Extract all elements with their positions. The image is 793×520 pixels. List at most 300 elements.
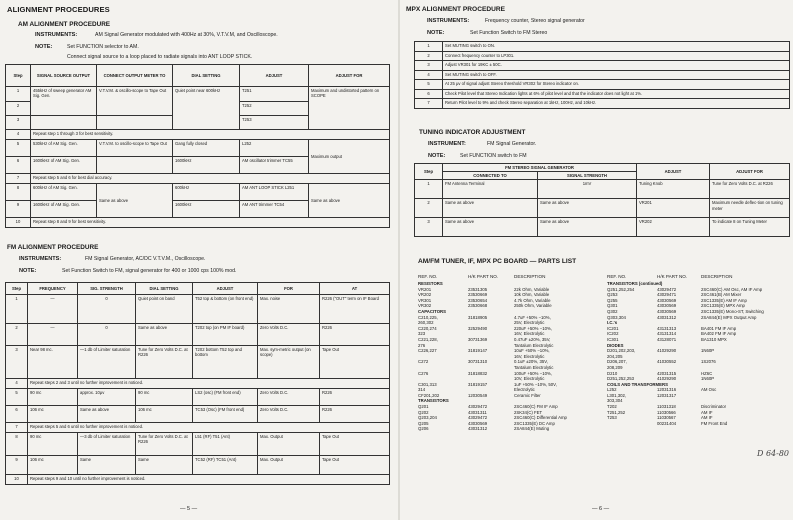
- dial-cell: 90 mc: [136, 389, 193, 406]
- parts-desc-cell: 2SK34(C) FET: [514, 409, 543, 415]
- am-row: [6, 130, 390, 140]
- instruction-cell: Repeat step 5 and 6 for best dial accuracy.: [31, 174, 390, 184]
- frequency-cell: 90 mc: [28, 389, 78, 406]
- fm-col-frequency: FREQUENCY: [28, 283, 78, 295]
- parts-part-cell: 30731310: [468, 359, 488, 365]
- adjust-cell: AM ANT LOOP STICK L251: [240, 184, 309, 201]
- parts-col-part: H/K PART NO.: [657, 273, 688, 279]
- meter-cell: Same as above: [97, 184, 173, 218]
- tuning-row: [415, 180, 790, 199]
- dial-cell: 106 mc: [136, 406, 193, 423]
- parts-ref-cell: Q202: [418, 409, 429, 415]
- mpx-row: [415, 80, 790, 90]
- page-number: — 6 —: [592, 506, 610, 512]
- parts-desc-cell: 10k Ohm, Variable: [514, 292, 550, 298]
- parts-part-cell: 41029290: [657, 348, 677, 354]
- source-cell: 530kHz of AM Sig. Gen.: [31, 140, 97, 157]
- am-heading: AM ALIGNMENT PROCEDURE: [18, 21, 111, 28]
- parts-part-cell: 30731369: [468, 336, 488, 342]
- mpx-row: [415, 70, 790, 80]
- am-row: [6, 87, 390, 102]
- step-cell: 1: [415, 180, 443, 199]
- parts-part-cell: 12031317: [657, 392, 677, 398]
- for-cell: Max. sym-metric output (on scope): [258, 346, 320, 379]
- step-cell: 4: [6, 130, 31, 140]
- parts-ref-cell: L301,302,: [607, 392, 627, 398]
- parts-desc-cell: 2SA844(E) MPX Output Amp: [701, 314, 757, 320]
- source-cell: 455kHz of sweep generator AM Sig. Gen.: [31, 87, 97, 116]
- parts-part-cell: 43029472: [468, 404, 488, 410]
- instruction-cell: Repeat steps 9 and 10 until no further improvement is noticed.: [28, 475, 390, 485]
- tuning-row: [415, 218, 790, 237]
- instruction-cell: Adjust VR301 for 19KC ± 50C.: [443, 61, 790, 71]
- parts-desc-cell: 100uF +50% −10%,: [514, 370, 552, 376]
- instruction-cell: Set MUTING switch to OFF.: [443, 70, 790, 80]
- adjust-cell: T202 top (on PM IF board): [193, 324, 258, 346]
- step-cell: 8: [6, 433, 28, 456]
- step-cell: 6: [415, 89, 443, 99]
- am-col-meter: CONNECT OUTPUT METER TO: [97, 65, 173, 87]
- empty-cell: [97, 157, 173, 174]
- connected-cell: FM Antenna Terminal: [443, 180, 538, 199]
- parts-ref-cell: DIODES: [607, 342, 624, 348]
- adjust-for-cell: Maximum and undistorted pattern on SCOPE: [309, 87, 390, 130]
- step-cell: 3: [6, 116, 31, 130]
- parts-part-cell: 43031312: [657, 314, 677, 320]
- step-cell: 7: [6, 423, 28, 433]
- fm-col-for: FOR: [258, 283, 320, 295]
- parts-part-cell: 43128071: [657, 336, 677, 342]
- mpx-note-label: NOTE:: [427, 30, 445, 36]
- parts-desc-cell: Ceramic Filter: [514, 392, 541, 398]
- parts-ref-cell: VR302: [418, 303, 432, 309]
- parts-desc-cell: 2SC1335(E) DC Amp: [514, 420, 555, 426]
- parts-ref-cell: 323: [418, 331, 426, 337]
- tuning-col-adjust-for: ADJUST FOR: [710, 164, 790, 180]
- parts-ref-cell: Q301: [607, 303, 618, 309]
- parts-part-cell: 42031315: [657, 370, 677, 376]
- parts-ref-cell: 204,205: [607, 353, 623, 359]
- instruction-cell: Check Pilot level that Stereo Indication lights at 6% of pilot level and that the indicator does not light at 1%.: [443, 89, 790, 99]
- fm-col-adjust: ADJUST: [193, 283, 258, 295]
- for-cell: Zero Volts D.C.: [258, 406, 320, 423]
- parts-part-cell: 32529490: [468, 325, 488, 331]
- tuning-col-connected: CONNECTED TO: [443, 172, 538, 180]
- step-cell: 9: [6, 201, 31, 218]
- parts-ref-cell: TRANSISTORS (continued): [607, 281, 663, 286]
- fm-col-dial: DIAL SETTING: [136, 283, 193, 295]
- frequency-cell: 106 mc: [28, 406, 78, 423]
- adjust-cell: AM oscillator trimmer TC55: [240, 157, 309, 174]
- adjust-cell: L51 (RF) T51 (Ant): [193, 433, 258, 456]
- parts-part-cell: 43131314: [657, 331, 677, 337]
- adjust-cell: T202 bottom T52 top and bottom: [193, 346, 258, 379]
- adjust-cell: TC53 (Osc) (FM front end): [193, 406, 258, 423]
- dial-cell: Same: [136, 456, 193, 475]
- adjust-for-cell: To indicate 8 on Tuning Meter: [710, 218, 790, 237]
- parts-ref-cell: CF201,202: [418, 392, 440, 398]
- parts-ref-cell: C210,225,: [418, 314, 438, 320]
- step-cell: 3: [415, 61, 443, 71]
- parts-ref-cell: Q253: [607, 292, 618, 298]
- parts-ref-cell: COILS AND TRANSFORMERS: [607, 381, 668, 387]
- parts-ref-cell: C221,228,: [418, 336, 438, 342]
- parts-ref-cell: TRANSISTORS: [418, 398, 449, 404]
- parts-list-heading: AM/FM TUNER, IF, MPX PC BOARD — PARTS LIST: [418, 258, 577, 265]
- step-cell: 8: [6, 184, 31, 201]
- parts-ref-cell: T202: [607, 404, 617, 410]
- parts-desc-cell: 1uF +50% −10%, 50V,: [514, 381, 557, 387]
- for-cell: Max. Output: [258, 433, 320, 456]
- adjust-for-cell: Tune for Zero Volts D.C. at R226: [710, 180, 790, 199]
- instruction-cell: Set MUTING switch to ON.: [443, 42, 790, 52]
- for-cell: Zero Volts D.C.: [258, 324, 320, 346]
- tuning-col-adjust: ADJUST: [637, 164, 710, 180]
- parts-part-cell: 31819147: [468, 348, 488, 354]
- fm-note-label: NOTE:: [19, 268, 37, 274]
- fm-row: [6, 379, 390, 389]
- parts-ref-cell: VR301: [418, 297, 432, 303]
- empty-cell: [97, 116, 173, 130]
- fm-row: [6, 295, 390, 324]
- parts-desc-cell: 2SA844(E) Muting: [514, 426, 550, 432]
- am-row: [6, 174, 390, 184]
- parts-ref-cell: Q251,252,254: [607, 286, 635, 292]
- fm-row: [6, 406, 390, 423]
- tuning-col-strength: SIGNAL STRENGTH: [538, 172, 637, 180]
- frequency-cell: 106 mc: [28, 456, 78, 475]
- adjust-cell: VR202: [637, 218, 710, 237]
- parts-desc-cell: 1N60P: [701, 376, 715, 382]
- parts-part-cell: 23530669: [468, 292, 488, 298]
- parts-part-cell: 31818832: [468, 370, 488, 376]
- parts-desc-cell: 220uF +50% −10%,: [514, 325, 552, 331]
- tuning-instrument-label: INSTRUMENT:: [428, 141, 466, 147]
- parts-desc-cell: 4.7uF +50% −10%,: [514, 314, 551, 320]
- adjust-cell: Tuning Knob: [637, 180, 710, 199]
- adjust-cell: TC52 (RF) TC51 (Ant): [193, 456, 258, 475]
- am-instruments-label: INSTRUMENTS:: [35, 32, 78, 38]
- mpx-instruments-text: Frequency counter, Stereo signal generator: [485, 18, 585, 24]
- step-cell: 3: [6, 346, 28, 379]
- parts-part-cell: 23531305: [468, 286, 488, 292]
- page-fold: [398, 0, 400, 520]
- mpx-table: [414, 41, 790, 109]
- parts-part-cell: 43031312: [468, 426, 488, 432]
- source-cell: 1600kHz of AM Sig. Gen.: [31, 201, 97, 218]
- parts-desc-cell: 2SC1335(E) AM IF Amp: [701, 297, 747, 303]
- parts-desc-cell: Tantalum Electrolytic: [514, 364, 554, 370]
- parts-ref-cell: [605, 421, 655, 427]
- step-cell: 5: [6, 140, 31, 157]
- parts-col-ref: REF. NO.: [418, 273, 438, 279]
- instruction-cell: Repeat step 8 and 9 for best sensitivity.: [31, 218, 390, 228]
- meter-cell: V.T.V.M. to oscillo-scope to Tape Out: [97, 140, 173, 157]
- parts-ref-cell: VR202: [418, 292, 432, 298]
- step-cell: 1: [6, 87, 31, 102]
- parts-desc-cell: 0.47uF ±20%, 35V,: [514, 336, 551, 342]
- mpx-row: [415, 42, 790, 52]
- parts-desc-cell: 0.1uF ±20%, 35V,: [514, 359, 548, 365]
- parts-ref-cell: Q203,204: [418, 415, 437, 421]
- step-cell: 7: [6, 174, 31, 184]
- step-cell: 10: [6, 475, 28, 485]
- step-cell: 6: [6, 406, 28, 423]
- instruction-cell: At 25 μv of signal adjust Stereo threshold VR302 for Stereo indicator on.: [443, 80, 790, 90]
- frequency-cell: 90 mc: [28, 433, 78, 456]
- parts-part-cell: 11030566: [657, 409, 676, 415]
- tuning-note-label: NOTE:: [428, 153, 446, 159]
- parts-part-cell: 11031318: [657, 404, 676, 410]
- am-col-source: SIGNAL SOURCE OUTPUT: [31, 65, 97, 87]
- strength-cell: Same as above: [538, 218, 637, 237]
- parts-list-left-body: [416, 281, 600, 432]
- parts-ref-cell: IC202: [607, 331, 619, 337]
- instruction-cell: Repeat steps 5 and 6 until no further improvement is noticed.: [28, 423, 390, 433]
- parts-col-desc: DESCRIPTION: [514, 273, 546, 279]
- parts-ref-cell: I.C.'s: [607, 320, 618, 326]
- for-cell: Max. Output: [258, 456, 320, 475]
- parts-part-cell: 43030569: [657, 297, 677, 303]
- am-instruments-text: AM Signal Generator modulated with 400Hz at 30%, V.T.V.M, and Oscilloscope.: [95, 32, 278, 38]
- tuning-table: [414, 163, 790, 237]
- adjust-cell: T52 top & bottom (on front end): [193, 295, 258, 324]
- mpx-note-text: Set Function Switch to FM Stereo: [470, 30, 548, 36]
- sig-strength-cell: 0: [78, 324, 136, 346]
- dial-cell: Quiet point on band: [136, 295, 193, 324]
- parts-ref-cell: Q205: [418, 420, 429, 426]
- dial-cell: Gang fully closed: [173, 140, 240, 157]
- mpx-heading: MPX ALIGNMENT PROCEDURE: [406, 6, 506, 13]
- step-cell: 2: [6, 102, 31, 116]
- parts-desc-cell: 2SC1335(E) MPX Amp: [701, 303, 745, 309]
- parts-part-cell: 00231404: [657, 420, 677, 426]
- parts-part-cell: 41030552: [657, 359, 677, 365]
- parts-ref-cell: L252: [607, 387, 617, 393]
- connected-cell: Same as above: [443, 199, 538, 218]
- parts-part-cell: 43131313: [657, 325, 677, 331]
- parts-ref-cell: T253: [607, 415, 617, 421]
- instruction-cell: Repeat step 1 through 3 for best sensitivity.: [31, 130, 390, 140]
- parts-desc-cell: 16V, Electrolytic: [514, 331, 545, 337]
- mpx-row: [415, 61, 790, 71]
- step-cell: 4: [6, 379, 28, 389]
- step-cell: 3: [415, 218, 443, 237]
- fm-row: [6, 346, 390, 379]
- parts-col-part: H/K PART NO.: [468, 273, 499, 279]
- parts-part-cell: 23530668: [468, 303, 488, 309]
- for-cell: Zero Volts D.C.: [258, 389, 320, 406]
- parts-ref-cell: Q201: [418, 404, 429, 410]
- parts-part-cell: 31818905: [468, 314, 488, 320]
- parts-part-cell: 41029290: [657, 376, 677, 382]
- strength-cell: Same as above: [538, 199, 637, 218]
- parts-desc-cell: 2SC460(C) Differential Amp: [514, 415, 567, 421]
- am-col-dial: DIAL SETTING: [173, 65, 240, 87]
- adjust-cell: T253: [240, 116, 309, 130]
- parts-ref-cell: C276: [418, 370, 429, 376]
- parts-desc-cell: 10uF +50% −10%,: [514, 348, 550, 354]
- parts-ref-cell: VR201: [418, 286, 432, 292]
- am-col-adjust: ADJUST: [240, 65, 309, 87]
- parts-desc-cell: BA1310 MPX: [701, 336, 727, 342]
- fm-col-step: Step: [6, 283, 28, 295]
- step-cell: 9: [6, 456, 28, 475]
- fm-note-text: Set Function Switch to FM, signal generator for 400 or 1000 cps 100% mod.: [62, 268, 237, 274]
- strength-cell: 1mV: [538, 180, 637, 199]
- adjust-cell: L252: [240, 140, 309, 157]
- step-cell: 1: [6, 295, 28, 324]
- adjust-cell: T251: [240, 87, 309, 102]
- parts-ref-cell: T251,252: [607, 409, 626, 415]
- dial-cell: Tune for Zero Volts D.C. at R226: [136, 433, 193, 456]
- parts-ref-cell: D206,207,: [607, 359, 627, 365]
- am-row: [6, 140, 390, 157]
- parts-ref-cell: IC201: [607, 325, 619, 331]
- step-cell: 4: [415, 70, 443, 80]
- parts-ref-cell: C220,274: [418, 325, 437, 331]
- step-cell: 5: [415, 80, 443, 90]
- frequency-cell: Near 98 mc.: [28, 346, 78, 379]
- fm-row: [6, 456, 390, 475]
- parts-part-cell: 11030567: [657, 415, 676, 421]
- source-cell: 600kHz of AM Sig. Gen.: [31, 184, 97, 201]
- fm-row: [6, 433, 390, 456]
- dial-cell: Same as above: [136, 324, 193, 346]
- parts-ref-cell: D201,202,203,: [607, 348, 636, 354]
- parts-ref-cell: CAPACITORS: [418, 308, 447, 314]
- am-col-step: Step: [6, 65, 31, 87]
- at-cell: Tape Out: [320, 346, 390, 379]
- parts-desc-cell: AM Osc: [701, 387, 717, 393]
- frequency-cell: —: [28, 295, 78, 324]
- parts-ref-cell: 303,304: [607, 398, 623, 404]
- parts-desc-cell: 1N60P: [701, 348, 715, 354]
- step-cell: 5: [6, 389, 28, 406]
- am-col-adjust-for: ADJUST FOR: [309, 65, 390, 87]
- am-note-text-2: Connect signal source to a loop placed to radiate signals into ANT LOOP STICK.: [67, 54, 253, 60]
- left-page: [0, 0, 396, 520]
- parts-list-right: [605, 272, 791, 426]
- page-title: ALIGNMENT PROCEDURES: [7, 5, 110, 14]
- connected-cell: Same as above: [443, 218, 538, 237]
- parts-ref-cell: 260,302: [418, 320, 434, 326]
- parts-desc-cell: HZ6C: [701, 370, 713, 376]
- parts-part-cell: 12031316: [657, 387, 677, 393]
- parts-part-cell: 43029472: [468, 415, 488, 421]
- sig-strength-cell: 0: [78, 295, 136, 324]
- tuning-note-text: Set FUNCTION switch to FM: [460, 153, 527, 159]
- adjust-for-cell: Maximum needle deflec-tion on tuning meter: [710, 199, 790, 218]
- for-cell: Max. noise: [258, 295, 320, 324]
- fm-alignment-table: [5, 282, 390, 485]
- parts-desc-cell: 16V, Electrolytic: [514, 353, 545, 359]
- step-cell: 1: [415, 42, 443, 52]
- parts-ref-cell: C301,313: [418, 381, 437, 387]
- parts-ref-cell: 276: [418, 342, 426, 348]
- fm-row: [6, 475, 390, 485]
- mpx-row: [415, 99, 790, 109]
- step-cell: 2: [415, 51, 443, 61]
- tuning-row: [415, 199, 790, 218]
- parts-row: [605, 421, 791, 427]
- sig-strength-cell: approx. 10μv: [78, 389, 136, 406]
- parts-ref-cell: Q303,304: [607, 314, 626, 320]
- dial-cell: 600kHz: [173, 184, 240, 201]
- page-number: — 5 —: [180, 506, 198, 512]
- handwritten-annotation: D 64-80: [757, 449, 790, 458]
- right-page: [402, 0, 793, 520]
- parts-ref-cell: D210: [607, 370, 618, 376]
- parts-col-ref: REF. NO.: [607, 273, 627, 279]
- parts-desc-cell: AM IF: [701, 409, 713, 415]
- parts-part-cell: 43030569: [657, 303, 677, 309]
- parts-desc-cell: AM IF: [701, 415, 713, 421]
- parts-ref-cell: Q255: [607, 297, 618, 303]
- parts-part-cell: 43030569: [468, 420, 488, 426]
- dial-cell: Quiet point near 600kHz: [173, 87, 240, 130]
- tuning-col-step: Step: [415, 164, 443, 180]
- instruction-cell: Repeat steps 2 and 3 until no further improvement is noticed.: [28, 379, 390, 389]
- parts-desc-cell: 4.7k Ohm, Variable: [514, 297, 551, 303]
- am-note-label: NOTE:: [35, 44, 53, 50]
- parts-desc-cell: Electrolytic: [514, 387, 535, 393]
- fm-col-at: AT: [320, 283, 390, 295]
- parts-ref-cell: Q302: [607, 308, 618, 314]
- fm-instruments-text: FM Signal Generator, AC/DC V.T.V.M., Oscilloscope.: [85, 256, 206, 262]
- parts-desc-cell: 22k Ohm, Variable: [514, 286, 550, 292]
- frequency-cell: —: [28, 324, 78, 346]
- at-cell: R226 ("OUT" term on IF Board: [320, 295, 390, 324]
- parts-desc-cell: 2SC1335(E) Mono-ST, Switching: [701, 308, 764, 314]
- parts-part-cell: 43030569: [657, 308, 677, 314]
- parts-row: [416, 426, 600, 432]
- parts-desc-cell: Discriminator: [701, 404, 727, 410]
- sig-strength-cell: —3 db of Limiter saturation: [78, 433, 136, 456]
- am-alignment-table: [5, 64, 390, 228]
- sig-strength-cell: Same: [78, 456, 136, 475]
- fm-instruments-label: INSTRUMENTS:: [19, 256, 62, 262]
- am-row: [6, 218, 390, 228]
- parts-ref-cell: 208,209: [607, 364, 623, 370]
- sig-strength-cell: —1 db of Limiter saturation: [78, 346, 136, 379]
- parts-ref-cell: C226,227: [418, 348, 437, 354]
- dial-cell: 1600kHz: [173, 157, 240, 174]
- at-cell: Tape Out: [320, 456, 390, 475]
- parts-desc-cell: 10V, Electrolytic: [514, 376, 545, 382]
- fm-row: [6, 389, 390, 406]
- step-cell: 6: [6, 157, 31, 174]
- fm-col-sig-strength: SIG. STRENGTH: [78, 283, 136, 295]
- parts-desc-cell: 2SC460(C) AM Osc, AM IF Amp: [701, 286, 763, 292]
- parts-part-cell: 43031311: [468, 409, 487, 415]
- mpx-instruments-label: INSTRUMENTS:: [427, 18, 470, 24]
- parts-ref-cell: IC301: [607, 336, 619, 342]
- parts-desc-cell: BA401 FM IF Amp: [701, 325, 737, 331]
- empty-cell: [31, 116, 97, 130]
- adjust-cell: T252: [240, 102, 309, 116]
- parts-part-cell: 23530654: [468, 297, 488, 303]
- step-cell: 2: [415, 199, 443, 218]
- parts-desc-cell: BA402 FM IF Amp: [701, 331, 737, 337]
- parts-desc-cell: Tantalum Electrolytic: [514, 342, 554, 348]
- parts-desc-cell: 1S2076: [701, 359, 716, 365]
- mpx-row: [415, 51, 790, 61]
- instruction-cell: Connect frequency counter to LP301.: [443, 51, 790, 61]
- adjust-cell: LS2 (osc) (FM front end): [193, 389, 258, 406]
- parts-col-desc: DESCRIPTION: [701, 273, 733, 279]
- am-note-text-1: Set FUNCTION selector to AM.: [67, 44, 139, 50]
